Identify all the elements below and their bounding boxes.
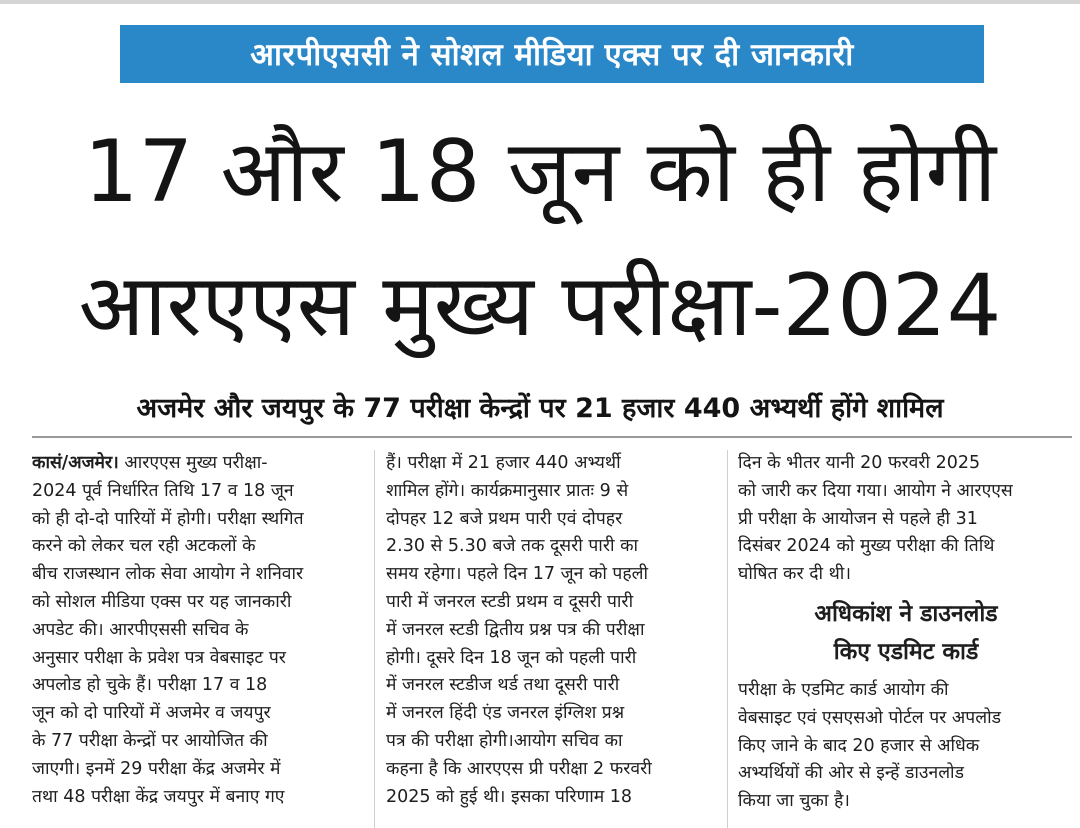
- column-line: बीच राजस्थान लोक सेवा आयोग ने शनिवार: [32, 564, 304, 585]
- section-subheading-line-1: अधिकांश ने डाउनलोड: [814, 600, 998, 627]
- column-line: शामिल होंगे। कार्यक्रमानुसार प्रातः 9 से: [386, 480, 629, 501]
- column-line: को सोशल मीडिया एक्स पर यह जानकारी: [32, 591, 292, 612]
- column-line: 2024 पूर्व निर्धारित तिथि 17 व 18 जून: [32, 480, 294, 501]
- column-line: अनुसार परीक्षा के प्रवेश पत्र वेबसाइट पर: [32, 647, 286, 668]
- column-line: में जनरल हिंदी एंड जनरल इंग्लिश प्रश्न: [386, 703, 625, 724]
- column-line: में जनरल स्टडीज थर्ड तथा दूसरी पारी: [386, 675, 620, 696]
- column-line: किए जाने के बाद 20 हजार से अधिक: [738, 735, 980, 756]
- article-column-1: [32, 450, 362, 811]
- column-separator: [727, 450, 728, 828]
- column-line: कहना है कि आरएएस प्री परीक्षा 2 फरवरी: [386, 758, 652, 779]
- kicker-banner: [120, 25, 984, 83]
- column-line: को ही दो-दो पारियों में होगी। परीक्षा स्थगित: [32, 508, 304, 529]
- column-line: वेबसाइट एवं एसएसओ पोर्टल पर अपलोड: [738, 707, 1001, 728]
- column-line: घोषित कर दी थी।: [738, 564, 851, 585]
- column-line: समय रहेगा। पहले दिन 17 जून को पहली: [386, 564, 649, 585]
- column-line: 2025 को हुई थी। इसका परिणाम 18: [386, 786, 633, 807]
- column-line: हैं। परीक्षा में 21 हजार 440 अभ्यर्थी: [386, 453, 621, 473]
- article-column-2: [386, 450, 716, 811]
- column-line: 2.30 से 5.30 बजे तक दूसरी पारी का: [386, 536, 639, 557]
- dateline: कासं/अजमेर।: [32, 453, 119, 473]
- column-line: दोपहर 12 बजे प्रथम पारी एवं दोपहर: [386, 508, 623, 529]
- column-line: करने को लेकर चल रही अटकलों के: [32, 536, 256, 557]
- column-line: अपलोड हो चुके हैं। परीक्षा 17 व 18: [32, 675, 268, 696]
- column-line: पारी में जनरल स्टडी प्रथम व दूसरी पारी: [386, 591, 634, 612]
- column-line: कासं/अजमेर। आरएएस मुख्य परीक्षा-: [32, 453, 268, 473]
- top-border: [0, 0, 1080, 4]
- column-line: को जारी कर दिया गया। आयोग ने आरएएस: [738, 480, 1013, 501]
- subheadline: अजमेर और जयपुर के 77 परीक्षा केन्द्रों पर 21 हजार 440 अभ्यर्थी होंगे शामिल: [136, 393, 944, 424]
- column-line: जून को दो पारियों में अजमेर व जयपुर: [32, 703, 271, 724]
- column-line: अपडेट की। आरपीएससी सचिव के: [32, 619, 249, 640]
- column-line: परीक्षा के एडमिट कार्ड आयोग की: [738, 679, 949, 700]
- article-column-3: [738, 450, 1074, 816]
- column-line: दिन के भीतर यानी 20 फरवरी 2025: [738, 453, 981, 473]
- column-line: में जनरल स्टडी द्वितीय प्रश्न पत्र की परीक्षा: [386, 619, 645, 640]
- column-line: के 77 परीक्षा केन्द्रों पर आयोजित की: [32, 730, 268, 751]
- headline-line-2: आरएएस मुख्य परीक्षा-2024: [78, 256, 1002, 356]
- column-line: अभ्यर्थियों की ओर से इन्हें डाउनलोड: [738, 763, 964, 784]
- section-subheading-line-2: किए एडमिट कार्ड: [833, 638, 979, 665]
- divider-rule: [32, 436, 1072, 438]
- column-line: जाएगी। इनमें 29 परीक्षा केंद्र अजमेर में: [32, 758, 281, 779]
- column-separator: [374, 450, 375, 828]
- column-line: तथा 48 परीक्षा केंद्र जयपुर में बनाए गए: [32, 786, 285, 807]
- column-line: दिसंबर 2024 को मुख्य परीक्षा की तिथि: [738, 536, 995, 557]
- headline-line-1: 17 और 18 जून को ही होगी: [83, 122, 997, 222]
- kicker-text: आरपीएससी ने सोशल मीडिया एक्स पर दी जानकारी: [250, 37, 854, 73]
- column-line: होगी। दूसरे दिन 18 जून को पहली पारी: [386, 647, 637, 668]
- column-line: प्री परीक्षा के आयोजन से पहले ही 31: [738, 508, 978, 529]
- column-line: किया जा चुका है।: [738, 791, 850, 812]
- column-line: पत्र की परीक्षा होगी।आयोग सचिव का: [386, 730, 623, 751]
